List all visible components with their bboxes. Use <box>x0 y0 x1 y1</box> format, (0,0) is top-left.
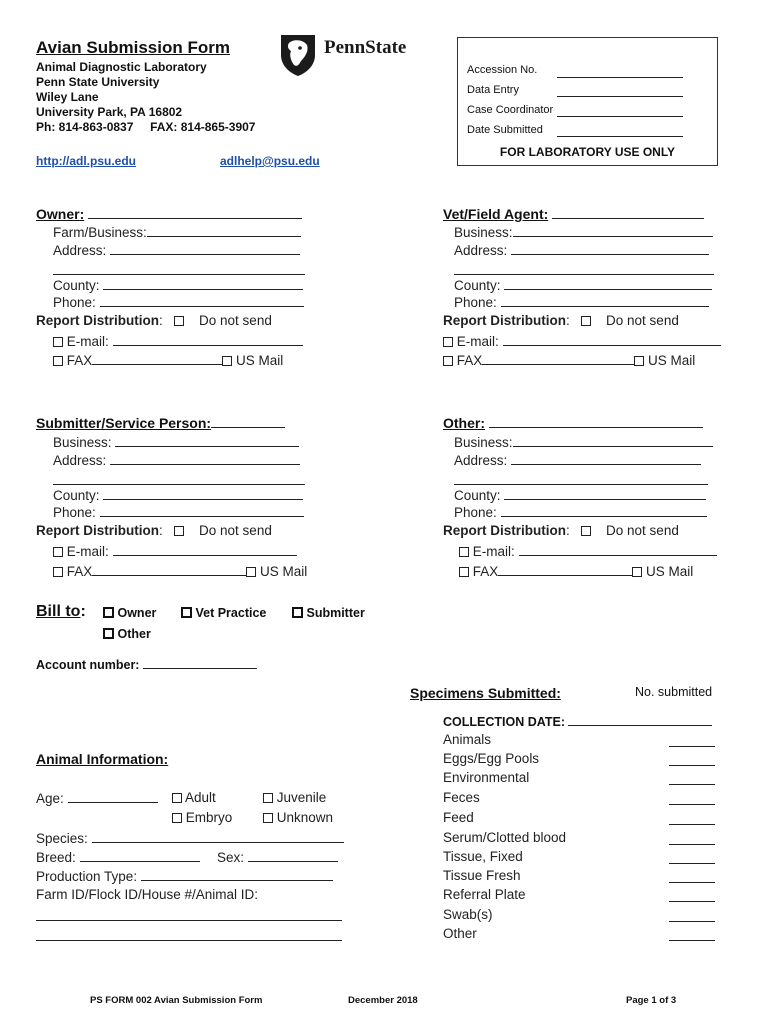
specimen-count-line[interactable] <box>669 734 715 747</box>
case-coordinator-line[interactable] <box>557 104 683 117</box>
bill-to-owner-option[interactable]: Owner <box>103 606 156 620</box>
checkbox[interactable] <box>103 607 114 618</box>
sex-field[interactable]: Sex: <box>217 849 338 865</box>
no-submitted-label: No. submitted <box>635 685 713 699</box>
checkbox[interactable] <box>53 337 63 347</box>
lab-use-box <box>457 37 718 166</box>
owner-report-distribution: Report Distribution: Do not send <box>36 313 272 328</box>
vet-phone-field[interactable]: Phone: <box>454 294 709 310</box>
vet-report-distribution: Report Distribution: Do not send <box>443 313 679 328</box>
vet-fax-option[interactable]: FAX US Mail <box>443 352 695 368</box>
owner-address-field[interactable]: Address: <box>53 242 300 258</box>
checkbox[interactable] <box>53 547 63 557</box>
checkbox[interactable] <box>634 356 644 366</box>
vet-address-field[interactable]: Address: <box>454 242 709 258</box>
unknown-option[interactable]: Unknown <box>263 810 333 825</box>
checkbox[interactable] <box>581 316 591 326</box>
specimen-item: Other <box>443 926 477 941</box>
data-entry-line[interactable] <box>557 84 683 97</box>
age-field[interactable]: Age: <box>36 790 158 806</box>
date-submitted-line[interactable] <box>557 124 683 137</box>
specimen-count-line[interactable] <box>669 870 715 883</box>
submitter-county-field[interactable]: County: <box>53 487 303 503</box>
submitter-report-distribution: Report Distribution: Do not send <box>36 523 272 538</box>
vet-county-field[interactable]: County: <box>454 277 712 293</box>
specimen-count-line[interactable] <box>669 772 715 785</box>
specimens-heading: Specimens Submitted: <box>410 685 561 701</box>
checkbox[interactable] <box>632 567 642 577</box>
farm-id-label: Farm ID/Flock ID/House #/Animal ID: <box>36 887 259 902</box>
checkbox[interactable] <box>53 567 63 577</box>
vet-address-line2[interactable] <box>454 262 714 275</box>
specimen-count-line[interactable] <box>669 832 715 845</box>
species-field[interactable]: Species: <box>36 830 344 846</box>
checkbox[interactable] <box>263 813 273 823</box>
checkbox[interactable] <box>443 337 453 347</box>
bill-to-submitter-option[interactable]: Submitter <box>292 606 365 620</box>
specimen-item: Environmental <box>443 770 530 785</box>
address-line: Penn State University <box>36 75 160 89</box>
address-line: University Park, PA 16802 <box>36 105 183 119</box>
submitter-address-field[interactable]: Address: <box>53 452 300 468</box>
vet-email-option[interactable]: E-mail: <box>443 333 721 349</box>
animal-info-heading: Animal Information: <box>36 751 169 767</box>
owner-heading: Owner: <box>36 206 302 222</box>
farm-id-line-2[interactable] <box>36 928 342 941</box>
other-county-field[interactable]: County: <box>454 487 706 503</box>
checkbox[interactable] <box>459 567 469 577</box>
checkbox[interactable] <box>172 813 182 823</box>
checkbox[interactable] <box>263 793 273 803</box>
account-number-field[interactable]: Account number: <box>36 656 257 672</box>
checkbox[interactable] <box>222 356 232 366</box>
vet-business-field[interactable]: Business: <box>454 224 713 240</box>
accession-line[interactable] <box>557 65 683 78</box>
logo-wordmark: PennState <box>324 37 407 58</box>
checkbox[interactable] <box>459 547 469 557</box>
lab-address <box>36 60 255 135</box>
checkbox[interactable] <box>174 526 184 536</box>
address-line: Wiley Lane <box>36 90 99 104</box>
owner-county-field[interactable]: County: <box>53 277 303 293</box>
checkbox[interactable] <box>103 628 114 639</box>
specimen-count-line[interactable] <box>669 812 715 825</box>
other-fax-option[interactable]: FAX US Mail <box>459 563 693 579</box>
bill-to-vet-option[interactable]: Vet Practice <box>181 606 266 620</box>
bill-to-label: Bill to: <box>36 603 86 620</box>
farm-id-line-1[interactable] <box>36 908 342 921</box>
lab-field: Accession No. <box>467 64 538 76</box>
other-heading: Other: <box>443 415 703 431</box>
address-line: Animal Diagnostic Laboratory <box>36 60 207 74</box>
email-link[interactable]: adlhelp@psu.edu <box>220 154 320 168</box>
submitter-address-line2[interactable] <box>53 472 305 485</box>
lab-field: Date Submitted <box>467 124 543 136</box>
footer-form-name: PS FORM 002 Avian Submission Form <box>90 995 263 1006</box>
specimen-count-line[interactable] <box>669 851 715 864</box>
address-line: Ph: 814-863-0837 FAX: 814-865-3907 <box>36 120 256 134</box>
specimen-count-line[interactable] <box>669 792 715 805</box>
submitter-fax-option[interactable]: FAX US Mail <box>53 563 307 579</box>
juvenile-option[interactable]: Juvenile <box>263 790 326 805</box>
specimen-count-line[interactable] <box>669 889 715 902</box>
specimen-count-line[interactable] <box>669 928 715 941</box>
footer-date: December 2018 <box>348 995 418 1006</box>
lab-field: Case Coordinator <box>467 104 554 116</box>
specimen-item: Serum/Clotted blood <box>443 830 567 845</box>
owner-email-option[interactable]: E-mail: <box>53 333 303 349</box>
checkbox[interactable] <box>443 356 453 366</box>
other-report-distribution: Report Distribution: Do not send <box>443 523 679 538</box>
checkbox[interactable] <box>292 607 303 618</box>
checkbox[interactable] <box>172 793 182 803</box>
submitter-email-option[interactable]: E-mail: <box>53 543 297 559</box>
other-email-option[interactable]: E-mail: <box>459 543 717 559</box>
submitter-business-field[interactable]: Business: <box>53 434 299 450</box>
adult-option[interactable]: Adult <box>172 790 216 805</box>
website-link[interactable]: http://adl.psu.edu <box>36 154 136 168</box>
lab-field: Data Entry <box>467 84 519 96</box>
checkbox[interactable] <box>181 607 192 618</box>
nittany-lion-shield-icon <box>279 33 317 77</box>
owner-phone-field[interactable]: Phone: <box>53 294 304 310</box>
checkbox[interactable] <box>174 316 184 326</box>
other-phone-field[interactable]: Phone: <box>454 504 707 520</box>
production-type-field[interactable]: Production Type: <box>36 868 333 884</box>
bill-to-other-option[interactable]: Other <box>103 627 151 641</box>
checkbox[interactable] <box>53 356 63 366</box>
specimen-item: Animals <box>443 732 492 747</box>
specimen-item: Feces <box>443 790 480 805</box>
specimen-item: Tissue, Fixed <box>443 849 523 864</box>
specimen-item: Swab(s) <box>443 907 493 922</box>
embryo-option[interactable]: Embryo <box>172 810 232 825</box>
checkbox[interactable] <box>581 526 591 536</box>
checkbox[interactable] <box>246 567 256 577</box>
owner-address-line2[interactable] <box>53 262 305 275</box>
other-address-field[interactable]: Address: <box>454 452 701 468</box>
vet-heading: Vet/Field Agent: <box>443 206 704 222</box>
owner-fax-option[interactable]: FAX US Mail <box>53 352 283 368</box>
specimen-count-line[interactable] <box>669 909 715 922</box>
other-business-field[interactable]: Business: <box>454 434 713 450</box>
other-address-line2[interactable] <box>454 472 708 485</box>
lab-use-label: FOR LABORATORY USE ONLY <box>499 145 676 159</box>
owner-farm-field[interactable]: Farm/Business: <box>53 224 301 240</box>
specimen-item: Referral Plate <box>443 887 526 902</box>
specimen-item: Feed <box>443 810 474 825</box>
specimen-item: Tissue Fresh <box>443 868 521 883</box>
specimen-item: Eggs/Egg Pools <box>443 751 540 766</box>
breed-field[interactable]: Breed: <box>36 849 200 865</box>
form-title: Avian Submission Form <box>36 38 230 57</box>
submitter-phone-field[interactable]: Phone: <box>53 504 304 520</box>
footer-page-number: Page 1 of 3 <box>626 995 677 1006</box>
specimen-count-line[interactable] <box>669 753 715 766</box>
collection-date-field[interactable]: COLLECTION DATE: <box>443 713 712 729</box>
submitter-heading: Submitter/Service Person: <box>36 415 285 431</box>
